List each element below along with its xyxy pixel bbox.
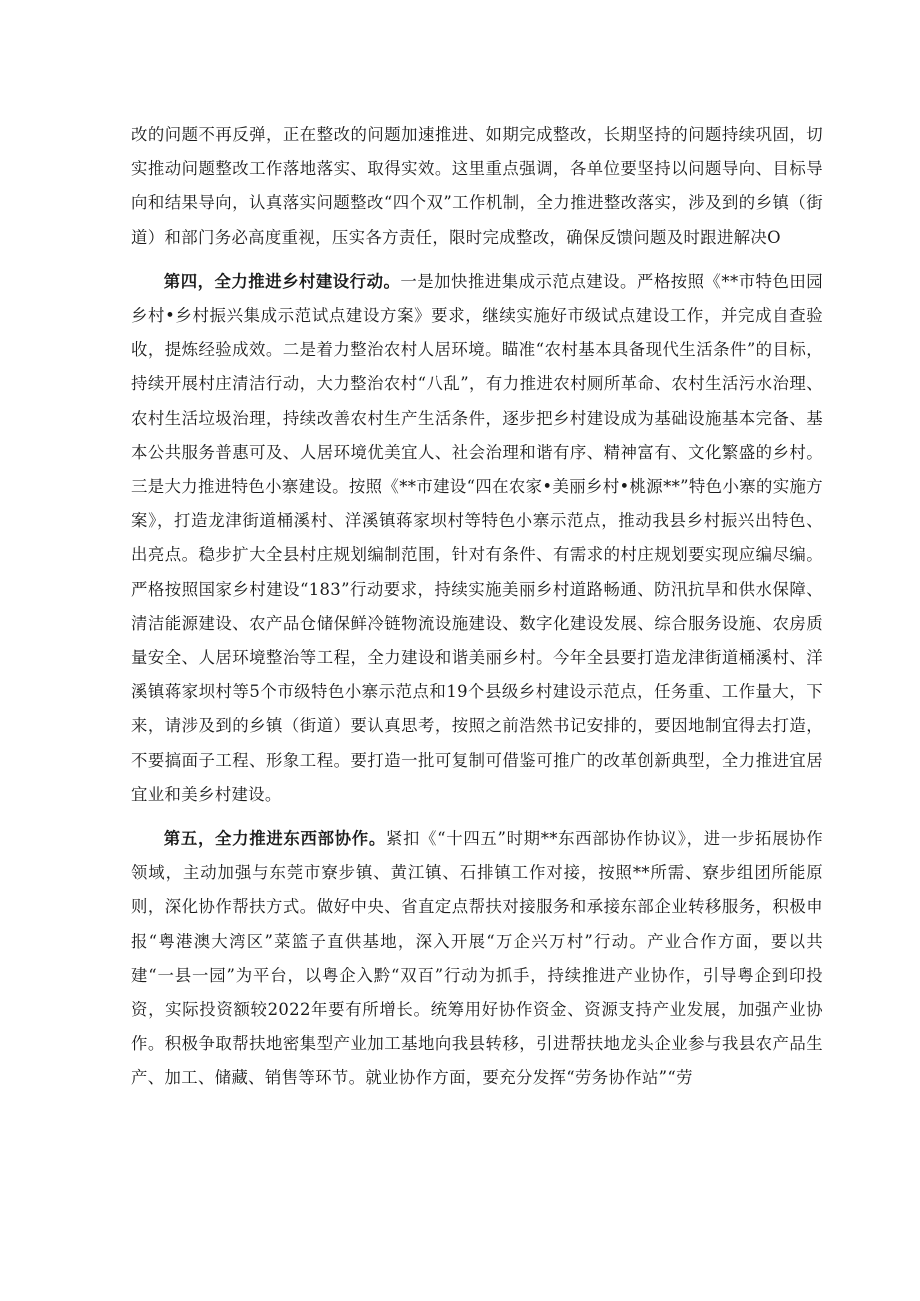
paragraph-heading: 第五，全力推进东西部协作。 [163, 829, 386, 849]
paragraph-heading: 第四，全力推进乡村建设行动。 [163, 271, 401, 291]
paragraph-text: 一是加快推进集成示范点建设。严格按照《**市特色田园乡村•乡村振兴集成示范试点建设方案》要求，继续实施好市级试点建设工作，并完成自查验收，提炼经验成效。二是着力整治农村人居环境。瞄准“农村基本具备现代生活条件”的目标，持续开展村庄清洁行动，大力整治农村“八乱”，有力推进农村厕所革命、农村生活污水治理、农村生活垃圾治理，持续改善农村生产生活条件，逐步把乡村建设成为基础设施基本完备、基本公共服务普惠可及、人居环境优美宜人、社会治理和谐有序、精神富有、文化繁盛的乡村。三是大力推进特色小寨建设。按照《**市建设“四在农家•美丽乡村•桃源**”特色小寨的实施方案》，打造龙津街道桶溪村、洋溪镇蒋家坝村等特色小寨示范点，推动我县乡村振兴出特色、出亮点。稳步扩大全县村庄规划编制范围，针对有条件、有需求的村庄规划要实现应编尽编。严格按照国家乡村建设“183”行动要求，持续实施美丽乡村道路畅通、防汛抗旱和供水保障、清洁能源建设、农产品仓储保鲜冷链物流设施建设、数字化建设发展、综合服务设施、农房质量安全、人居环境整治等工程，全力建设和谐美丽乡村。今年全县要打造龙津街道桶溪村、洋溪镇蒋家坝村等5个市级特色小寨示范点和19个县级乡村建设示范点，任务重、工作量大，下来，请涉及到的乡镇（街道）要认真思考，按照之前浩然书记安排的，要因地制宜得去打造，不要搞面子工程、形象工程。要打造一批可复制可借鉴可推广的改革创新典型，全力推进宜居宜业和美乡村建设。 [131, 271, 823, 804]
paragraph-text: 改的问题不再反弹，正在整改的问题加速推进、如期完成整改，长期坚持的问题持续巩固，切实推动问题整改工作落地落实、取得实效。这里重点强调，各单位要坚持以问题导向、目标导向和结果导向，认真落实问题整改“四个双”工作机制，全力推进整改落实，涉及到的乡镇（街道）和部门务必高度重视，压实各方责任，限时完成整改，确保反馈问题及时跟进解决O [131, 125, 823, 247]
paragraph-east-west-cooperation [131, 822, 823, 1096]
paragraph-text: 紧扣《“十四五”时期**东西部协作协议》，进一步拓展协作领域，主动加强与东莞市寮步镇、黄江镇、石排镇工作对接，按照**所需、寮步组团所能原则，深化协作帮扶方式。做好中央、省直定点帮扶对接服务和承接东部企业转移服务，积极申报“粤港澳大湾区”菜篮子直供基地，深入开展“万企兴万村”行动。产业合作方面，要以共建“一县一园”为平台，以粤企入黔“双百”行动为抓手，持续推进产业协作，引导粤企到印投资，实际投资额较2022年要有所增长。统筹用好协作资金、资源支持产业发展，加强产业协作。积极争取帮扶地密集型产业加工基地向我县转移，引进帮扶地龙头企业参与我县农产品生产、加工、储藏、销售等环节。就业协作方面，要充分发挥“劳务协作站”“劳 [131, 829, 823, 1088]
paragraph-continuation [131, 118, 823, 255]
paragraph-rural-construction [131, 265, 823, 812]
document-body [131, 118, 823, 1106]
